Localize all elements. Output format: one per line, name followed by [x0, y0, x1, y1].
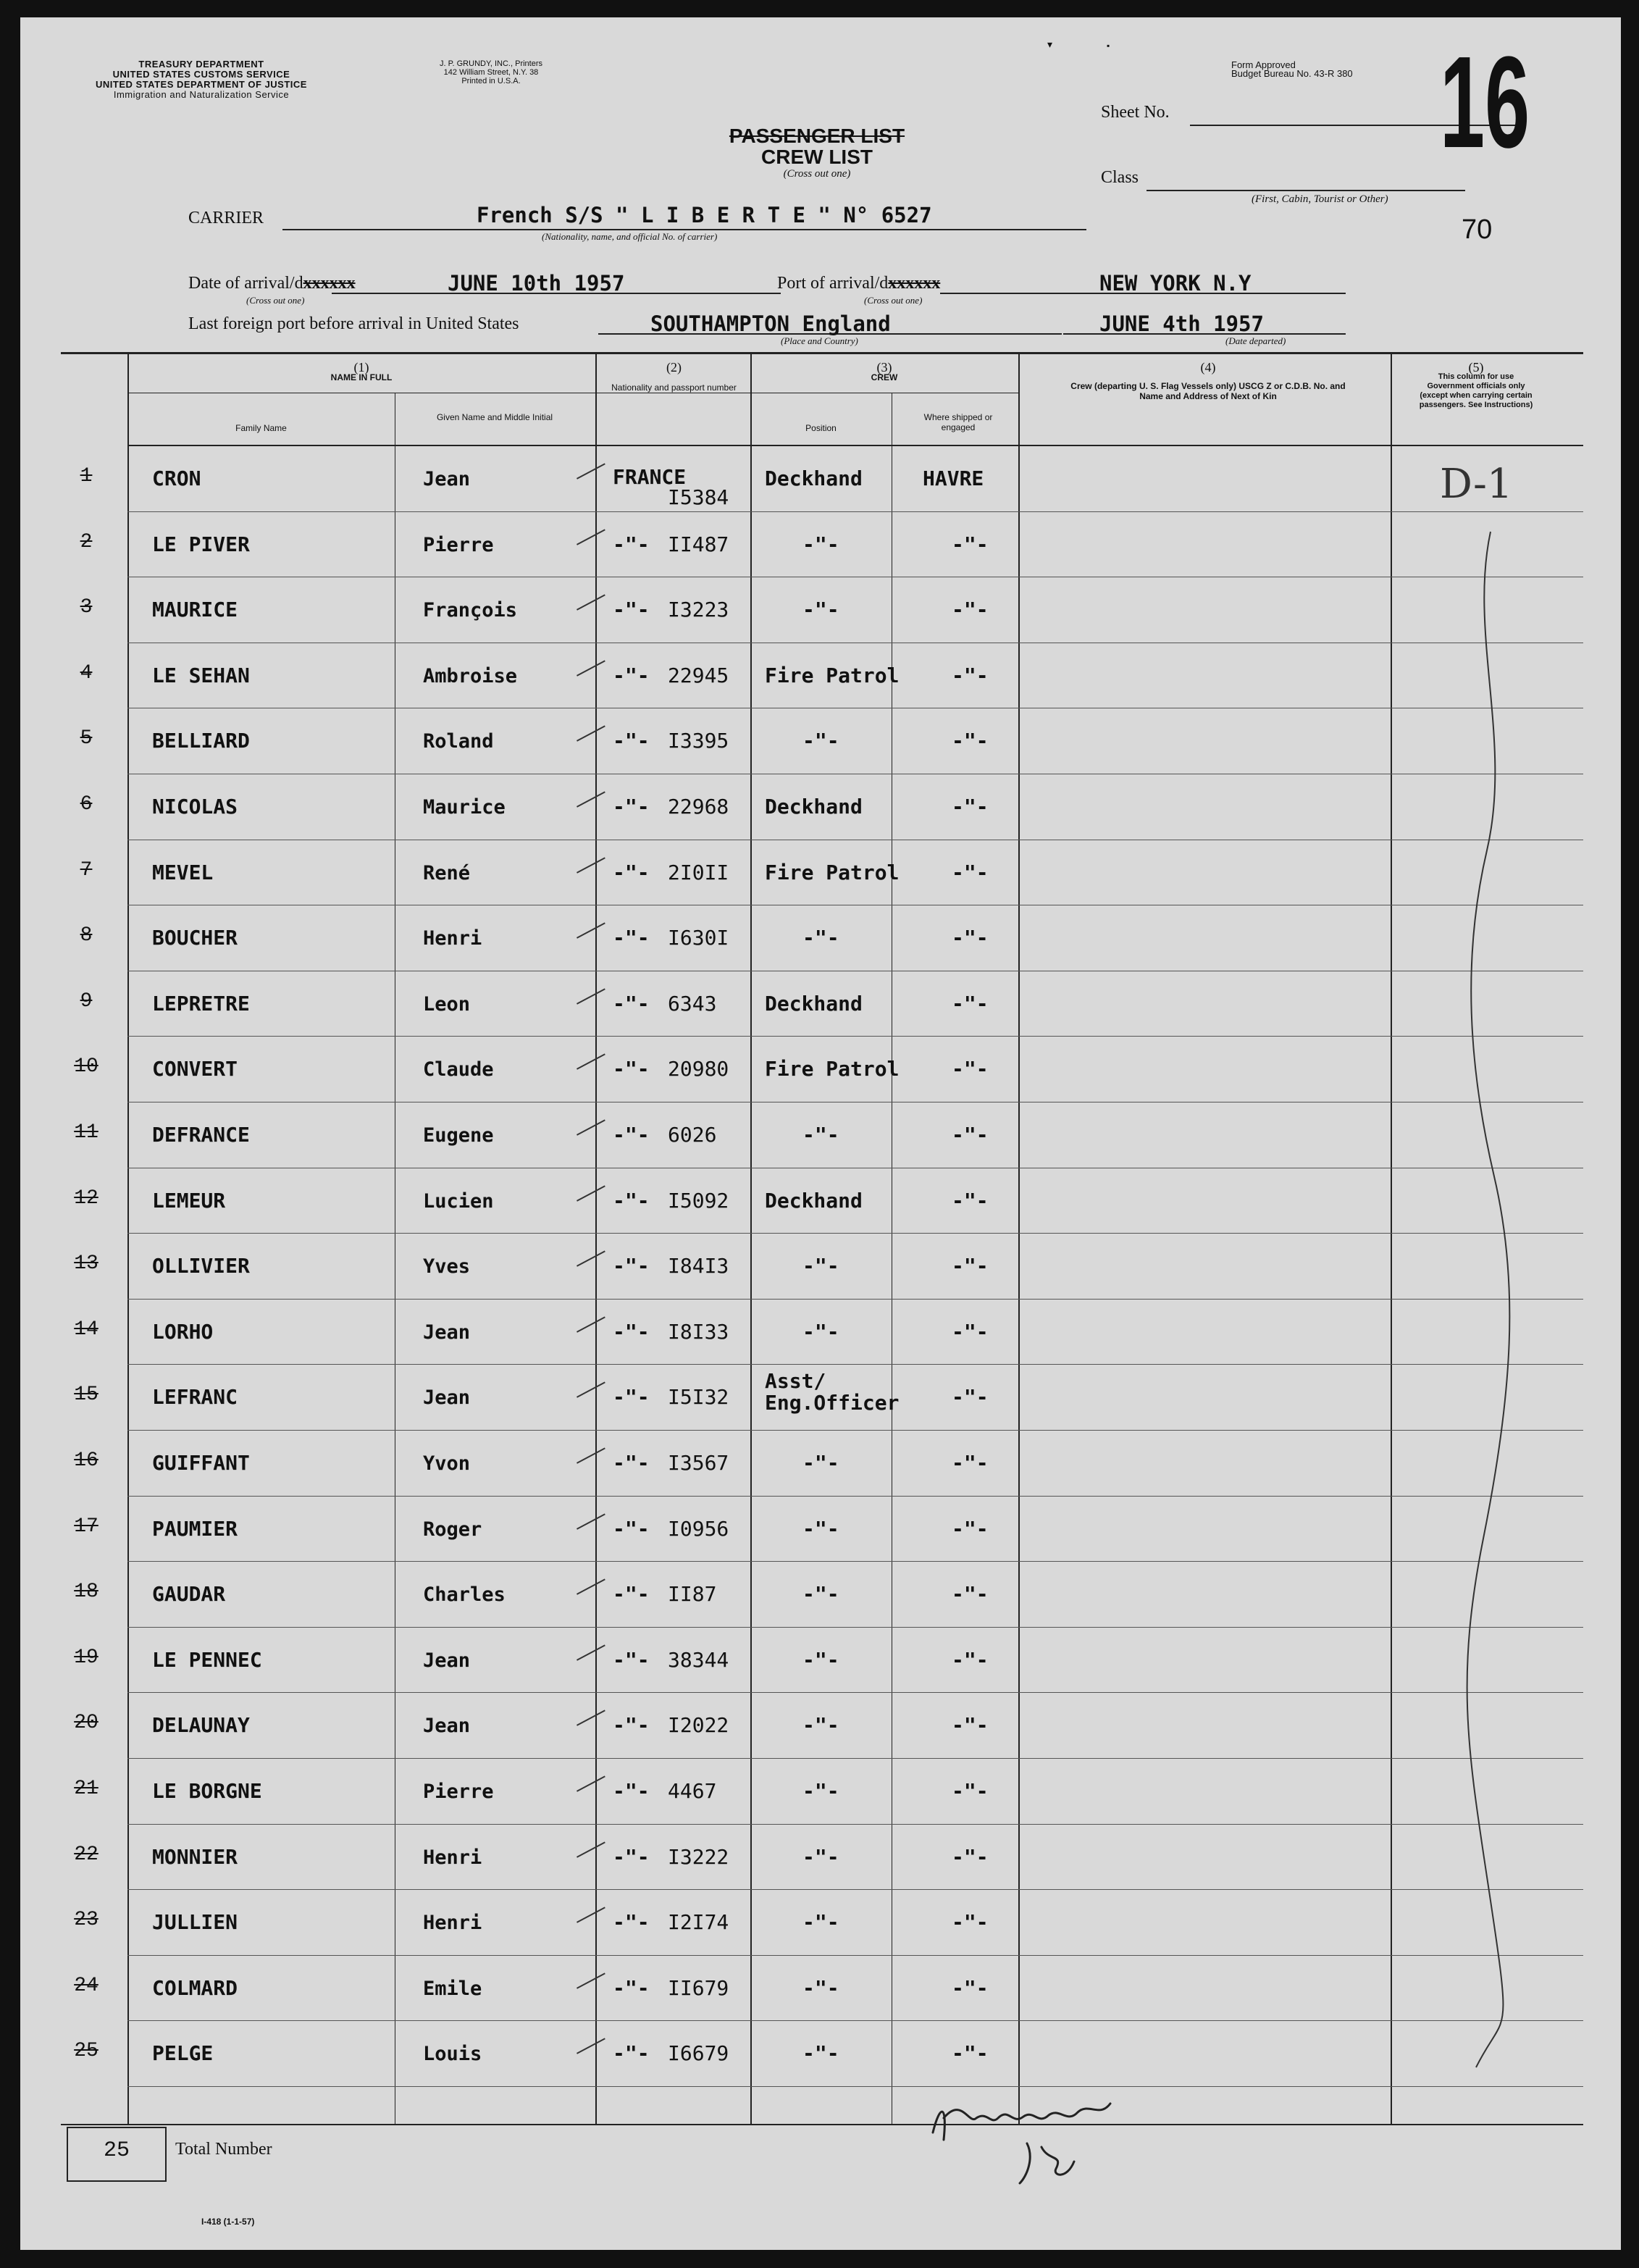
carrier-label: CARRIER — [188, 209, 264, 227]
row-number: 5 — [80, 727, 93, 750]
date-arrival-struck: xxxxxx — [303, 274, 356, 293]
given-name: Claude — [423, 1058, 494, 1081]
form-code: I-418 (1-1-57) — [201, 2217, 255, 2227]
check-mark — [577, 1316, 613, 1348]
col2-title: Nationality and passport number — [611, 382, 737, 393]
passport-number: I5I32 — [668, 1385, 729, 1410]
where-shipped: -"- — [952, 598, 989, 622]
passport-number: I630I — [668, 926, 729, 950]
nationality: -"- — [613, 729, 650, 753]
last-port-label: Last foreign port before arrival in United States — [188, 314, 519, 333]
table-row — [20, 1102, 1621, 1168]
passport-number: I3222 — [668, 1844, 729, 1869]
given-name-header: Given Name and Middle Initial — [436, 412, 553, 422]
check-mark — [577, 726, 613, 758]
table-row — [20, 1037, 1621, 1102]
given-name: Maurice — [423, 796, 506, 819]
passport-number: I5384 — [668, 485, 729, 509]
where-shipped: -"- — [952, 1647, 989, 1672]
nationality: -"- — [613, 1516, 650, 1541]
passport-number: 6026 — [668, 1123, 717, 1147]
check-mark — [577, 1841, 613, 1873]
where-shipped: -"- — [952, 795, 989, 819]
col3-title: CREW — [871, 372, 898, 382]
row-number: 4 — [80, 661, 93, 685]
col5-title: This column for use Government officials only (except when carrying certain passengers. See Instructions) — [1419, 372, 1533, 409]
check-mark — [577, 1579, 613, 1611]
nationality: -"- — [613, 926, 650, 950]
position-header: Position — [805, 423, 837, 433]
cross-out-hint: (Cross out one) — [783, 168, 851, 180]
where-header: Where shipped or engaged — [923, 412, 993, 432]
table-row — [20, 1365, 1621, 1431]
nationality: -"- — [613, 1385, 650, 1410]
position: -"- — [802, 1779, 839, 1803]
position: -"- — [802, 1844, 839, 1869]
nationality: -"- — [613, 2041, 650, 2066]
table-row — [20, 774, 1621, 840]
date-arrival-label — [188, 274, 356, 293]
family-name: JULLIEN — [152, 1910, 238, 1935]
check-mark — [577, 1382, 613, 1414]
where-shipped: -"- — [952, 1844, 989, 1869]
col1-header — [127, 362, 595, 382]
family-name: LE SEHAN — [152, 663, 250, 687]
where-shipped: -"- — [952, 1516, 989, 1541]
printer-line: J. P. GRUNDY, INC., Printers — [439, 59, 543, 68]
where-shipped: -"- — [952, 1123, 989, 1147]
table-row — [20, 2021, 1621, 2087]
passport-number: 38344 — [668, 1647, 729, 1672]
table-row — [20, 905, 1621, 971]
check-mark — [577, 857, 613, 889]
col3-number: (3) — [876, 360, 892, 374]
check-mark — [577, 923, 613, 955]
check-mark — [577, 1907, 613, 1939]
printer-block — [411, 59, 571, 85]
position: -"- — [802, 1451, 839, 1475]
family-name: BOUCHER — [152, 926, 238, 950]
family-name: MAURICE — [152, 598, 238, 622]
where-shipped: -"- — [952, 1254, 989, 1279]
row-number: 24 — [74, 1974, 98, 1997]
row-number: 22 — [74, 1843, 98, 1866]
table-row — [20, 1562, 1621, 1628]
position: Deckhand — [765, 795, 863, 819]
where-shipped: -"- — [952, 1451, 989, 1475]
given-name: Ambroise — [423, 664, 518, 687]
check-mark — [577, 1513, 613, 1545]
check-mark — [577, 1710, 613, 1742]
position: -"- — [802, 2041, 839, 2066]
family-name: PELGE — [152, 2041, 214, 2066]
given-name: Jean — [423, 1715, 471, 1738]
table-row — [20, 1956, 1621, 2022]
given-name: Henri — [423, 1846, 482, 1869]
row-divider — [127, 2086, 1583, 2087]
family-name: LEPRETRE — [152, 991, 250, 1016]
row-number: 10 — [74, 1055, 98, 1079]
date-departed-hint: (Date departed) — [1225, 335, 1286, 346]
position: -"- — [802, 1582, 839, 1607]
passport-number: II679 — [668, 1975, 729, 2000]
date-arrival-hint: (Cross out one) — [246, 295, 305, 306]
row-number: 16 — [74, 1449, 98, 1472]
table-bottom-border — [61, 2124, 1583, 2125]
check-mark — [577, 529, 613, 561]
given-name: Yvon — [423, 1452, 471, 1475]
port-arrival-label — [777, 274, 940, 293]
table-top-border — [61, 352, 1583, 354]
table-row — [20, 1825, 1621, 1891]
passport-number: I3567 — [668, 1451, 729, 1475]
row-number: 8 — [80, 924, 93, 947]
table-row — [20, 1693, 1621, 1759]
passport-number: 22945 — [668, 663, 729, 687]
check-mark — [577, 791, 613, 823]
position: -"- — [802, 729, 839, 753]
class-label: Class — [1101, 168, 1139, 187]
family-name: LE PIVER — [152, 532, 250, 556]
date-arrival-value: JUNE 10th 1957 — [448, 271, 625, 296]
table-row — [20, 1497, 1621, 1562]
check-mark — [577, 1972, 613, 2004]
row-number: 21 — [74, 1778, 98, 1800]
table-row — [20, 643, 1621, 709]
where-shipped: -"- — [952, 1188, 989, 1213]
carrier-hint: (Nationality, name, and official No. of carrier) — [542, 231, 718, 242]
date-departed-value: JUNE 4th 1957 — [1099, 311, 1264, 336]
given-name: Henri — [423, 1912, 482, 1935]
row-number: 12 — [74, 1187, 98, 1210]
last-port-hint: (Place and Country) — [781, 335, 858, 346]
given-name: Louis — [423, 2043, 482, 2066]
table-row — [20, 971, 1621, 1037]
family-name: GAUDAR — [152, 1582, 226, 1607]
family-name: DELAUNAY — [152, 1713, 250, 1738]
last-port-value: SOUTHAMPTON England — [650, 311, 891, 336]
ditto-wavy-line — [1462, 524, 1519, 2118]
table-row — [20, 840, 1621, 906]
nationality: -"- — [613, 991, 650, 1016]
nationality: -"- — [613, 795, 650, 819]
nationality: -"- — [613, 1713, 650, 1738]
family-name: CRON — [152, 466, 201, 490]
family-name: PAUMIER — [152, 1516, 238, 1541]
row-number: 7 — [80, 858, 93, 882]
row-number: 13 — [74, 1252, 98, 1276]
col5-header — [1418, 362, 1534, 410]
given-name: Leon — [423, 992, 471, 1016]
agency-line: TREASURY DEPARTMENT — [138, 59, 264, 70]
family-name-header: Family Name — [235, 423, 287, 433]
position: -"- — [802, 532, 839, 556]
col2-header — [607, 362, 741, 393]
where-shipped: -"- — [952, 1385, 989, 1410]
family-name: MEVEL — [152, 860, 214, 884]
position: -"- — [802, 1516, 839, 1541]
passport-number: I2022 — [668, 1713, 729, 1738]
table-row — [20, 1759, 1621, 1825]
family-name: GUIFFANT — [152, 1451, 250, 1475]
list-title-block — [716, 126, 918, 180]
row-number: 18 — [74, 1581, 98, 1604]
table-row — [20, 1628, 1621, 1694]
passport-number: I8I33 — [668, 1319, 729, 1344]
printer-line: 142 William Street, N.Y. 38 — [443, 68, 539, 77]
passport-number: II87 — [668, 1582, 717, 1607]
total-box — [67, 2127, 167, 2182]
position: Asst/ Eng.Officer — [765, 1369, 900, 1415]
passport-number: 22968 — [668, 795, 729, 819]
port-arrival-hint: (Cross out one) — [864, 295, 923, 306]
where-shipped: -"- — [952, 1910, 989, 1935]
check-mark — [577, 463, 613, 495]
nationality: -"- — [613, 532, 650, 556]
table-row — [20, 1431, 1621, 1497]
budget-bureau-text: Budget Bureau No. 43-R 380 — [1231, 68, 1353, 79]
position: -"- — [802, 598, 839, 622]
position: Deckhand — [765, 466, 863, 490]
date-arrival-label-text: Date of arrival/d — [188, 274, 303, 293]
col4-title: Crew (departing U. S. Flag Vessels only) USCG Z or C.D.B. No. and Name and Address of Next of Kin — [1070, 381, 1346, 401]
check-mark — [577, 1251, 613, 1283]
check-mark — [577, 1447, 613, 1479]
total-value: 25 — [103, 2138, 130, 2163]
row-number: 11 — [74, 1121, 98, 1144]
govt-annotation: D-1 — [1440, 461, 1513, 508]
where-shipped: -"- — [952, 926, 989, 950]
where-shipped: -"- — [952, 1319, 989, 1344]
given-name: Jean — [423, 468, 471, 490]
check-mark — [577, 1185, 613, 1217]
family-name: OLLIVIER — [152, 1254, 250, 1279]
nationality: -"- — [613, 1123, 650, 1147]
col4-header — [1063, 362, 1353, 401]
position: -"- — [802, 1713, 839, 1738]
position: -"- — [802, 1123, 839, 1147]
passport-number: 20980 — [668, 1057, 729, 1081]
position: -"- — [802, 1319, 839, 1344]
check-mark — [577, 1775, 613, 1807]
check-mark — [577, 1054, 613, 1086]
col5-number: (5) — [1468, 360, 1484, 374]
given-name: René — [423, 861, 471, 884]
stray-mark: ▪ — [1107, 41, 1110, 51]
check-mark — [577, 595, 613, 627]
passport-number: 6343 — [668, 991, 717, 1016]
col4-number: (4) — [1200, 360, 1216, 374]
check-mark — [577, 2038, 613, 2070]
carrier-value: French S/S " L I B E R T E " N° 6527 — [477, 203, 932, 227]
where-shipped: -"- — [952, 1713, 989, 1738]
passport-number: II487 — [668, 532, 729, 556]
form-approved-text: Form Approved — [1231, 59, 1296, 70]
family-name: DEFRANCE — [152, 1123, 250, 1147]
table-row — [20, 446, 1621, 512]
passport-number: I2I74 — [668, 1910, 729, 1935]
passport-number: 2I0II — [668, 860, 729, 884]
col3-header — [750, 362, 1018, 382]
printer-line: Printed in U.S.A. — [461, 77, 521, 85]
family-name: CONVERT — [152, 1057, 238, 1081]
passenger-list-struck: PASSENGER LIST — [729, 125, 905, 147]
nationality: -"- — [613, 1254, 650, 1279]
family-name: LE PENNEC — [152, 1647, 262, 1672]
position: Fire Patrol — [765, 1057, 900, 1081]
family-name: MONNIER — [152, 1844, 238, 1869]
given-name: Lucien — [423, 1189, 494, 1213]
nationality: -"- — [613, 598, 650, 622]
agency-block — [64, 59, 339, 100]
where-shipped: -"- — [952, 663, 989, 687]
nationality: -"- — [613, 1057, 650, 1081]
where-shipped: -"- — [952, 1057, 989, 1081]
given-name: Yves — [423, 1255, 471, 1279]
col1-title: NAME IN FULL — [330, 372, 393, 382]
where-shipped: -"- — [952, 1779, 989, 1803]
given-name: Jean — [423, 1321, 471, 1344]
where-shipped: -"- — [952, 860, 989, 884]
table-row — [20, 1300, 1621, 1365]
table-row — [20, 1234, 1621, 1300]
row-number: 6 — [80, 793, 93, 816]
given-name: Jean — [423, 1386, 471, 1410]
passport-number: 4467 — [668, 1779, 717, 1803]
where-shipped: -"- — [952, 991, 989, 1016]
row-number: 14 — [74, 1318, 98, 1341]
agency-line: UNITED STATES CUSTOMS SERVICE — [112, 69, 290, 80]
passport-number: I0956 — [668, 1516, 729, 1541]
given-name: Roland — [423, 730, 494, 753]
signature — [918, 2075, 1157, 2190]
nationality: -"- — [613, 1910, 650, 1935]
check-mark — [577, 1119, 613, 1151]
class-hint: (First, Cabin, Tourist or Other) — [1252, 193, 1388, 205]
where-shipped: -"- — [952, 532, 989, 556]
class-value: 70 — [1462, 214, 1493, 245]
form-approved-block — [1231, 61, 1434, 78]
position: -"- — [802, 1647, 839, 1672]
row-number: 19 — [74, 1646, 98, 1669]
sheet-number: 16 — [1440, 30, 1530, 175]
family-name: LEFRANC — [152, 1385, 238, 1410]
table-row — [20, 512, 1621, 578]
given-name: Henri — [423, 927, 482, 950]
agency-line: UNITED STATES DEPARTMENT OF JUSTICE — [96, 79, 307, 90]
row-number: 20 — [74, 1712, 98, 1735]
crew-list-document — [20, 17, 1621, 2250]
nationality: -"- — [613, 1188, 650, 1213]
position: Deckhand — [765, 991, 863, 1016]
row-number: 23 — [74, 1909, 98, 1932]
given-name: Eugene — [423, 1124, 494, 1147]
passport-number: I6679 — [668, 2041, 729, 2066]
where-shipped: -"- — [952, 2041, 989, 2066]
class-underline — [1147, 190, 1465, 191]
passport-number: I3223 — [668, 598, 729, 622]
row-number: 25 — [74, 2040, 98, 2063]
family-name: LE BORGNE — [152, 1779, 262, 1803]
where-shipped: -"- — [952, 1582, 989, 1607]
row-number: 1 — [80, 465, 93, 488]
given-name: François — [423, 599, 518, 622]
where-shipped: HAVRE — [923, 466, 984, 490]
nationality: -"- — [613, 1451, 650, 1475]
family-name: LEMEUR — [152, 1188, 226, 1213]
nationality: -"- — [613, 1647, 650, 1672]
family-name: LORHO — [152, 1319, 214, 1344]
row-number: 9 — [80, 989, 93, 1013]
row-number: 17 — [74, 1515, 98, 1538]
position: -"- — [802, 926, 839, 950]
check-mark — [577, 1644, 613, 1676]
sheet-label: Sheet No. — [1101, 103, 1170, 122]
where-shipped: -"- — [952, 729, 989, 753]
given-name: Jean — [423, 1649, 471, 1672]
port-arrival-label-text: Port of arrival/d — [777, 274, 889, 293]
position: Fire Patrol — [765, 663, 900, 687]
passport-number: I84I3 — [668, 1254, 729, 1279]
row-number: 15 — [74, 1384, 98, 1407]
col2-number: (2) — [666, 360, 682, 374]
stray-mark: ▾ — [1047, 40, 1053, 51]
nationality: FRANCE — [613, 465, 687, 489]
family-name: BELLIARD — [152, 729, 250, 753]
nationality: -"- — [613, 1975, 650, 2000]
passport-number: I3395 — [668, 729, 729, 753]
check-mark — [577, 660, 613, 692]
table-row — [20, 1168, 1621, 1234]
nationality: -"- — [613, 1582, 650, 1607]
nationality: -"- — [613, 1779, 650, 1803]
table-row — [20, 708, 1621, 774]
given-name: Charles — [423, 1583, 506, 1607]
crew-list-title: CREW LIST — [761, 146, 873, 168]
position: Fire Patrol — [765, 860, 900, 884]
position: -"- — [802, 1254, 839, 1279]
carrier-underline — [282, 229, 1086, 230]
agency-line: Immigration and Naturalization Service — [113, 89, 290, 100]
col1-number: (1) — [353, 360, 369, 374]
port-arrival-value: NEW YORK N.Y — [1099, 271, 1252, 296]
row-number: 3 — [80, 596, 93, 619]
position: -"- — [802, 1975, 839, 2000]
where-shipped: -"- — [952, 1975, 989, 2000]
nationality: -"- — [613, 860, 650, 884]
given-name: Pierre — [423, 1780, 494, 1803]
table-row — [20, 1890, 1621, 1956]
total-label: Total Number — [175, 2140, 272, 2159]
position: -"- — [802, 1910, 839, 1935]
check-mark — [577, 988, 613, 1020]
given-name: Roger — [423, 1518, 482, 1541]
family-name: NICOLAS — [152, 795, 238, 819]
given-name: Pierre — [423, 533, 494, 556]
nationality: -"- — [613, 1319, 650, 1344]
given-name: Emile — [423, 1977, 482, 2000]
nationality: -"- — [613, 663, 650, 687]
family-name: COLMARD — [152, 1975, 238, 2000]
row-number: 2 — [80, 530, 93, 553]
passport-number: I5092 — [668, 1188, 729, 1213]
port-arrival-struck: xxxxxx — [888, 274, 941, 293]
position: Deckhand — [765, 1188, 863, 1213]
nationality: -"- — [613, 1844, 650, 1869]
table-row — [20, 577, 1621, 643]
